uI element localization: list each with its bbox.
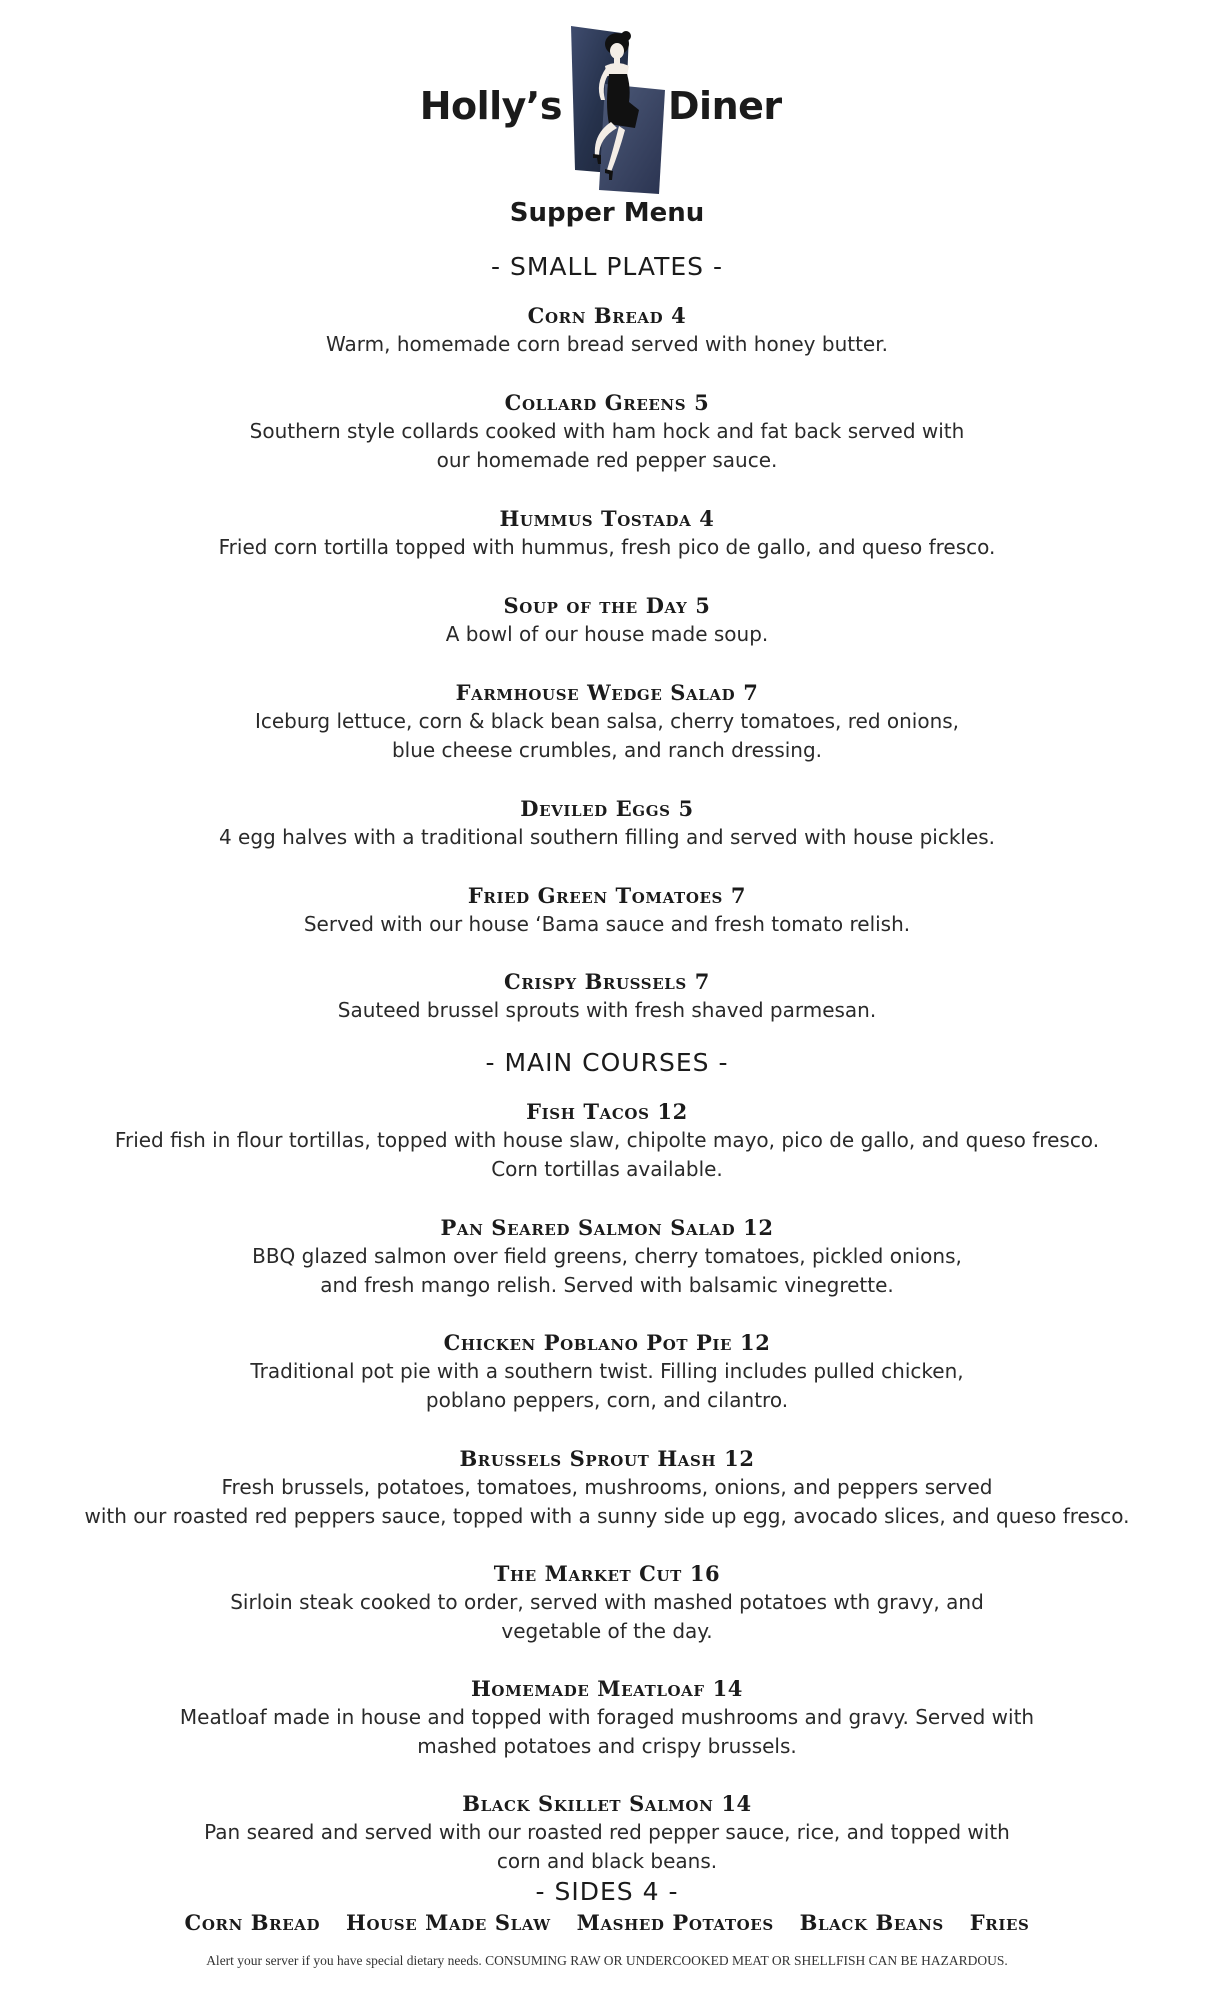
item-name: Fried Green Tomatoes 7 — [467, 883, 747, 908]
header — [0, 24, 1214, 214]
menu-item-soup-of-the-day — [0, 592, 1214, 649]
item-description: Fried fish in flour tortillas, topped with house slaw, chipolte mayo, pico de gallo, and queso fresco. — [114, 1128, 1100, 1152]
item-name: Fish Tacos 12 — [526, 1099, 688, 1124]
item-name: Farmhouse Wedge Salad 7 — [455, 680, 759, 705]
item-description: Meatloaf made in house and topped with foraged mushrooms and gravy. Served with — [179, 1705, 1035, 1729]
item-name: Soup of the Day 5 — [503, 593, 711, 618]
menu-item-crispy-brussels — [0, 968, 1214, 1025]
item-name: Crispy Brussels 7 — [504, 969, 710, 994]
menu-item-brussels-sprout-hash — [0, 1445, 1214, 1531]
side-item-fries: Fries — [969, 1910, 1030, 1935]
item-description: and fresh mango relish. Served with balsamic vinegrette. — [320, 1273, 894, 1297]
menu-item-fish-tacos — [0, 1098, 1214, 1184]
item-description: poblano peppers, corn, and cilantro. — [425, 1388, 789, 1412]
item-name: Brussels Sprout Hash 12 — [459, 1446, 755, 1471]
section-title-small-plates: - SMALL PLATES - — [491, 252, 723, 281]
brand-name-left: Holly’s — [419, 84, 562, 128]
menu-item-deviled-eggs — [0, 795, 1214, 852]
item-description: Fried corn tortilla topped with hummus, fresh pico de gallo, and queso fresco. — [218, 535, 996, 559]
item-description: Traditional pot pie with a southern twist. Filling includes pulled chicken, — [250, 1359, 964, 1383]
item-description: 4 egg halves with a traditional southern filling and served with house pickles. — [218, 825, 996, 849]
menu-item-fried-green-tomatoes — [0, 882, 1214, 939]
section-title-sides: - SIDES 4 - — [535, 1877, 679, 1906]
menu-item-the-market-cut — [0, 1560, 1214, 1646]
item-description: Fresh brussels, potatoes, tomatoes, mushrooms, onions, and peppers served — [221, 1475, 993, 1499]
menu-item-black-skillet-salmon — [0, 1790, 1214, 1876]
menu-item-hummus-tostada — [0, 505, 1214, 562]
item-description: Pan seared and served with our roasted red pepper sauce, rice, and topped with — [204, 1820, 1010, 1844]
item-name: Pan Seared Salmon Salad 12 — [440, 1215, 774, 1240]
side-item-house-made-slaw: House Made Slaw — [346, 1910, 551, 1935]
item-description: mashed potatoes and crispy brussels. — [417, 1734, 797, 1758]
item-name: Hummus Tostada 4 — [499, 506, 715, 531]
side-item-black-beans: Black Beans — [799, 1910, 944, 1935]
item-description: Corn tortillas available. — [491, 1157, 723, 1181]
item-description: corn and black beans. — [496, 1849, 718, 1873]
item-name: Black Skillet Salmon 14 — [462, 1791, 752, 1816]
brand-name-right: Diner — [668, 84, 782, 128]
side-item-corn-bread: Corn Bread — [184, 1910, 321, 1935]
item-description: BBQ glazed salmon over field greens, cherry tomatoes, pickled onions, — [252, 1244, 962, 1268]
item-name: The Market Cut 16 — [493, 1561, 721, 1586]
item-description: vegetable of the day. — [501, 1619, 713, 1643]
menu-item-collard-greens — [0, 389, 1214, 475]
menu-title: Supper Menu — [509, 198, 705, 228]
pinup-girl-logo-icon — [565, 24, 675, 204]
menu-item-farmhouse-wedge-salad — [0, 679, 1214, 765]
menu-item-homemade-meatloaf — [0, 1675, 1214, 1761]
item-name: Collard Greens 5 — [504, 390, 710, 415]
menu-item-pan-seared-salmon-salad — [0, 1214, 1214, 1300]
side-item-mashed-potatoes: Mashed Potatoes — [576, 1910, 774, 1935]
item-description: Warm, homemade corn bread served with honey butter. — [326, 332, 888, 356]
item-name: Homemade Meatloaf 14 — [470, 1676, 744, 1701]
menu-item-corn-bread — [0, 302, 1214, 359]
item-description: A bowl of our house made soup. — [445, 622, 769, 646]
item-description: with our roasted red peppers sauce, topped with a sunny side up egg, avocado slices, and queso fresco. — [84, 1504, 1130, 1528]
item-description: blue cheese crumbles, and ranch dressing. — [391, 738, 823, 762]
sides-list — [0, 1910, 1214, 1935]
item-description: Southern style collards cooked with ham hock and fat back served with — [249, 419, 965, 443]
item-name: Deviled Eggs 5 — [520, 796, 694, 821]
item-description: Sauteed brussel sprouts with fresh shaved parmesan. — [337, 998, 877, 1022]
item-description: Iceburg lettuce, corn & black bean salsa, cherry tomatoes, red onions, — [254, 709, 960, 733]
item-name: Corn Bread 4 — [527, 303, 687, 328]
item-description: our homemade red pepper sauce. — [436, 448, 778, 472]
item-description: Served with our house ‘Bama sauce and fresh tomato relish. — [303, 912, 911, 936]
item-name: Chicken Poblano Pot Pie 12 — [443, 1330, 771, 1355]
dietary-disclaimer: Alert your server if you have special dietary needs. CONSUMING RAW OR UNDERCOOKED MEAT OR SHELLFISH CAN BE HAZARDOUS. — [206, 1953, 1008, 1968]
section-title-main-courses: - MAIN COURSES - — [485, 1048, 729, 1077]
item-description: Sirloin steak cooked to order, served with mashed potatoes wth gravy, and — [230, 1590, 984, 1614]
menu-item-chicken-poblano-pot-pie — [0, 1329, 1214, 1415]
